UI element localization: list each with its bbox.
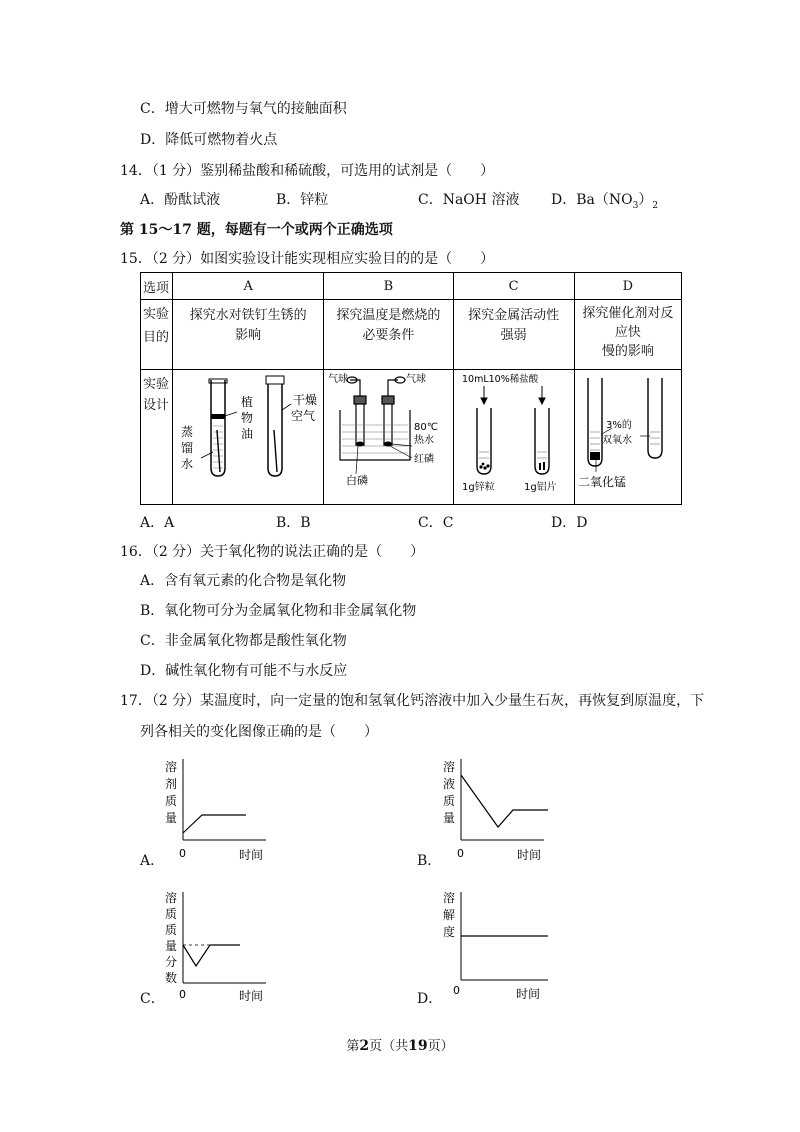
col-a-header: A [173, 273, 324, 300]
graph-a-origin: 0 [179, 847, 186, 860]
test-tube-water-oil [201, 379, 237, 476]
graph-a-letter: A． [140, 853, 165, 869]
graph-c [160, 888, 270, 1003]
graph-c-ylabel-4: 量 [165, 939, 178, 953]
q14-option-d: D．$Ba(NO_3)_2$ [551, 192, 659, 211]
label-white-phosphorus: 白磷 [346, 474, 369, 487]
label-balloon-right: 气球 [406, 374, 427, 385]
page-number: 2 [359, 1038, 370, 1054]
graph-b-curve [461, 775, 548, 827]
graph-b-ylabel-4: 量 [443, 811, 456, 825]
design-b-figure [324, 370, 453, 505]
q15-option-c: C．C [418, 515, 454, 531]
graph-c-curve [183, 945, 240, 966]
design-c-figure [453, 370, 574, 505]
graph-a-ylabel-3: 质 [165, 794, 178, 808]
label-water-1: 蒸 [181, 425, 194, 439]
graph-d-xlabel: 时间 [516, 987, 541, 1001]
graph-b [438, 755, 548, 865]
label-oil-3: 油 [241, 427, 254, 441]
q16-stem: 16．（2 分）关于氧化物的说法正确的是（ ） [120, 544, 425, 560]
graph-a-ylabel-4: 量 [165, 811, 178, 825]
q14-stem: 14．（1 分）鉴别稀盐酸和稀硫酸，可选用的试剂是（ ） [120, 163, 495, 179]
q16-option-b: B．氧化物可分为金属氧化物和非金属氧化物 [140, 603, 417, 619]
design-row-label: 实验 设计 [141, 370, 173, 505]
page-total: 19 [408, 1038, 428, 1054]
graph-c-letter: C． [140, 991, 165, 1007]
label-aluminium: 1g铝片 [523, 482, 557, 493]
q14-option-c: C．NaOH 溶液 [418, 192, 520, 208]
graph-c-origin: 0 [179, 988, 186, 1001]
col-b-header: B [324, 273, 453, 300]
graph-d-ylabel-2: 解 [443, 908, 456, 922]
q15-option-b: B．B [276, 515, 311, 531]
graph-d-origin: 0 [453, 984, 460, 997]
q17-stem-line2: 列各相关的变化图像正确的是（ ） [140, 724, 378, 740]
q17-stem-line1: 17．（2 分）某温度时，向一定量的饱和氢氧化钙溶液中加入少量生石灰，再恢复到原温度，下 [120, 693, 705, 709]
col-c-header: C [453, 273, 574, 300]
label-mno2: 二氧化锰 [577, 475, 626, 489]
label-dry-air-2: 空气 [291, 409, 316, 423]
graph-c-xlabel: 时间 [239, 989, 264, 1003]
graph-a-xlabel: 时间 [239, 848, 264, 862]
graph-b-xlabel: 时间 [517, 848, 542, 862]
q15-stem: 15．（2 分）如图实验设计能实现相应实验目的的是（ ） [120, 251, 495, 267]
label-red-phosphorus: 红磷 [414, 454, 435, 465]
page-footer: 第2页（共19页） [346, 1038, 454, 1054]
graph-c-ylabel-5: 分 [165, 955, 178, 969]
graph-b-letter: B． [417, 853, 442, 869]
q16-option-d: D．碱性氧化物有可能不与水反应 [140, 663, 348, 679]
label-oil-2: 物 [241, 411, 254, 425]
q15-experiment-table [140, 272, 682, 505]
iron-nail [217, 430, 220, 472]
label-temp: 80℃ [414, 422, 439, 433]
graph-a-ylabel-2: 剂 [165, 777, 178, 791]
q13-option-d: D．降低可燃物着火点 [140, 132, 278, 148]
purpose-row-label: 实验 目的 [141, 300, 173, 370]
table-header-label: 选项 [141, 273, 173, 300]
label-balloon-left: 气球 [328, 374, 349, 385]
label-acid: 10mL10%稀盐酸 [461, 374, 538, 385]
graph-b-ylabel-3: 质 [443, 794, 456, 808]
metal-activity-diagram [456, 370, 572, 500]
combustion-diagram [326, 370, 450, 500]
label-hot-water: 热水 [414, 435, 435, 446]
graph-d [438, 888, 553, 1003]
graph-b-origin: 0 [457, 847, 464, 860]
graph-d-letter: D． [417, 991, 443, 1007]
graph-a-ylabel-1: 溶 [165, 760, 178, 774]
graph-d-ylabel-3: 度 [443, 925, 456, 939]
q16-option-a: A．含有氧元素的化合物是氧化物 [140, 573, 347, 589]
graph-d-ylabel-1: 溶 [443, 891, 456, 905]
label-oil-1: 植 [241, 395, 254, 409]
label-water-2: 馏 [181, 441, 194, 455]
q14-option-a: A．酚酞试液 [140, 192, 221, 208]
col-d-header: D [574, 273, 681, 300]
graph-b-ylabel-1: 溶 [443, 760, 456, 774]
graph-c-ylabel-1: 溶 [165, 891, 178, 905]
graph-c-ylabel-6: 数 [165, 971, 178, 985]
label-water-3: 水 [181, 457, 194, 471]
graph-a-curve [183, 815, 246, 833]
graph-a [160, 755, 270, 865]
section-heading: 第 15～17 题，每题有一个或两个正确选项 [120, 222, 393, 238]
purpose-c: 探究金属活动性 强弱 [453, 300, 574, 370]
q13-option-c: C．增大可燃物与氧气的接触面积 [140, 101, 347, 117]
design-d-figure [574, 370, 681, 505]
label-zinc: 1g锌粒 [461, 482, 495, 493]
catalyst-diagram [576, 370, 680, 500]
test-tube-dry-air [266, 376, 291, 476]
purpose-d: 探究催化剂对反 应快 慢的影响 [574, 300, 681, 370]
label-h2o2-2: 双氧水 [601, 435, 632, 446]
purpose-b: 探究温度是燃烧的 必要条件 [324, 300, 453, 370]
purpose-a: 探究水对铁钉生锈的 影响 [173, 300, 324, 370]
q15-option-d: D．D [551, 515, 588, 531]
q15-option-a: A．A [140, 515, 175, 531]
graph-b-ylabel-2: 液 [443, 777, 456, 791]
iron-nail-rust-diagram [173, 370, 323, 500]
graph-c-ylabel-2: 质 [165, 907, 178, 921]
design-a-figure [173, 370, 324, 505]
q14-option-b: B．锌粒 [276, 192, 329, 208]
label-h2o2-1: 3%的 [605, 420, 632, 431]
graph-c-ylabel-3: 质 [165, 923, 178, 937]
label-dry-air-1: 干燥 [293, 393, 318, 407]
q16-option-c: C．非金属氧化物都是酸性氧化物 [140, 633, 347, 649]
